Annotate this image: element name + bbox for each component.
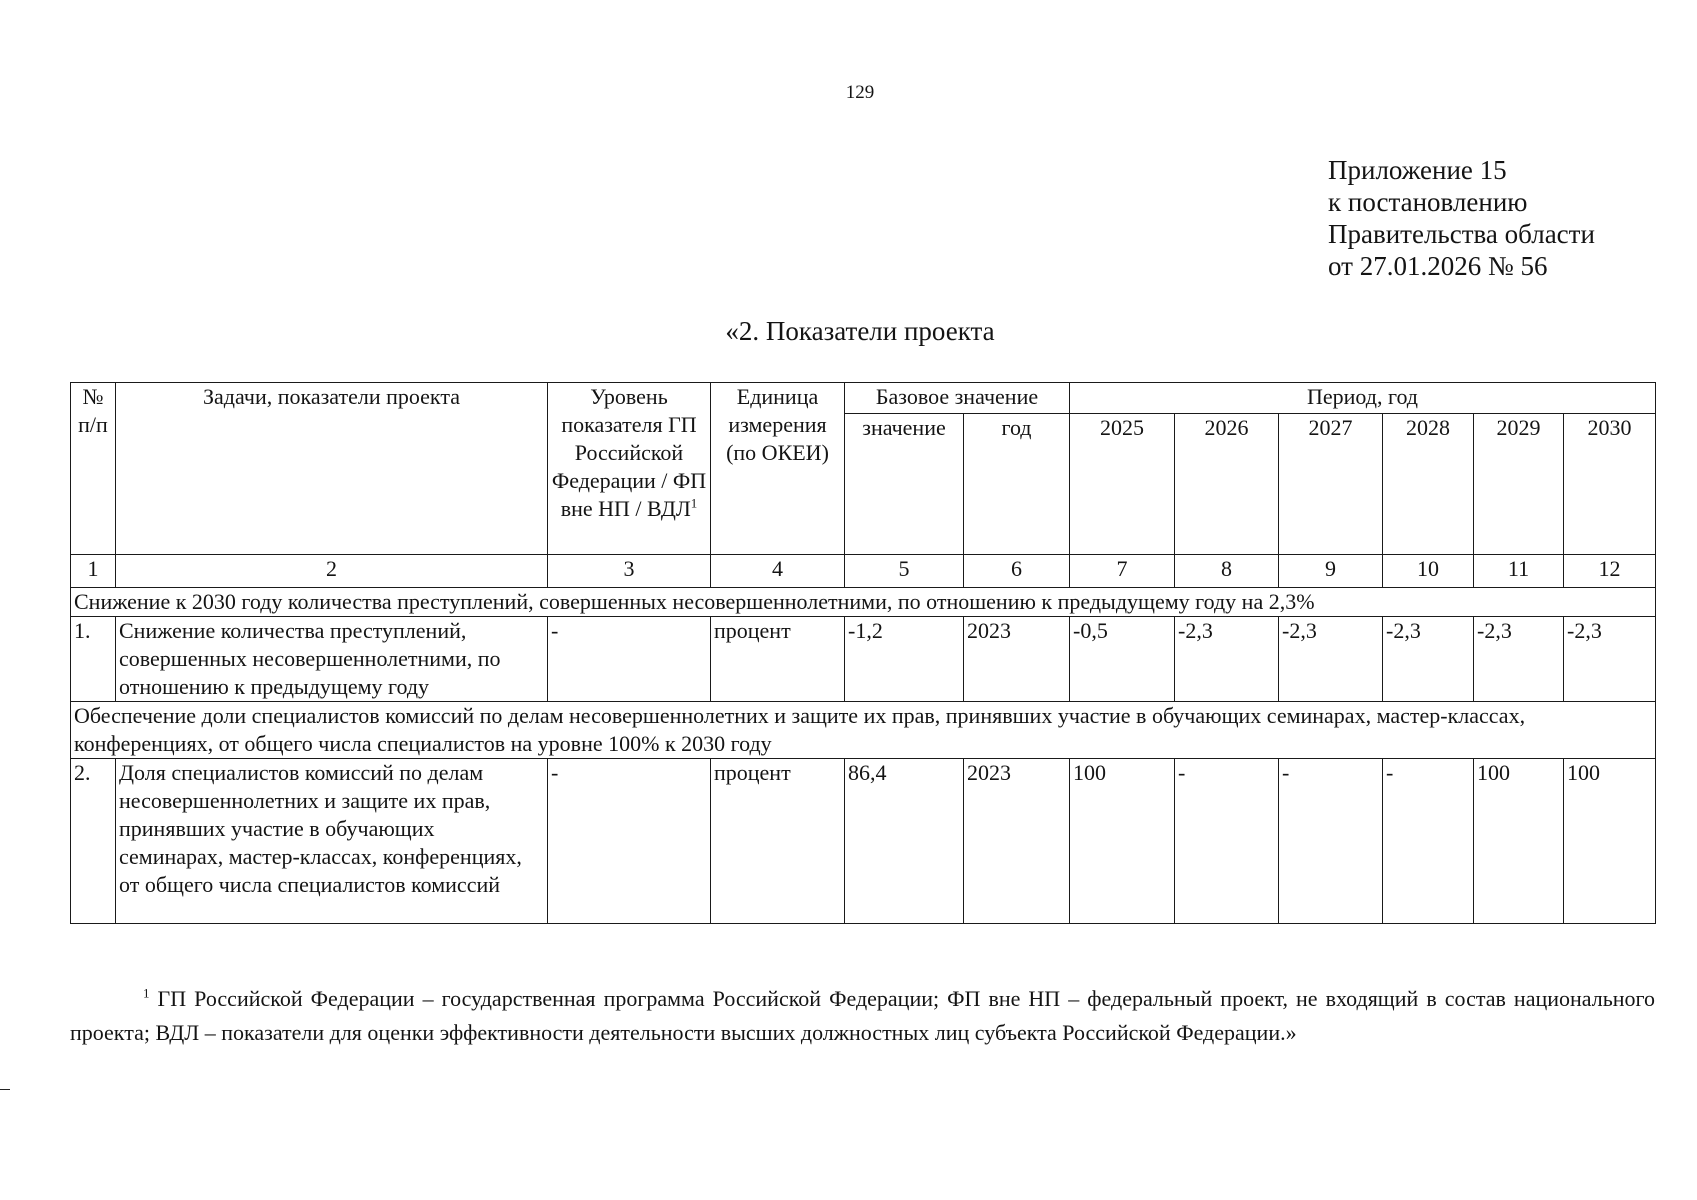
row-value-2028: -2,3	[1383, 617, 1474, 702]
row-unit: процент	[711, 759, 845, 924]
header-year-2027: 2027	[1279, 414, 1383, 555]
section-row-1	[71, 588, 1656, 617]
header-level-text: Уровень показателя ГП Российской Федерации / ФП вне НП / ВДЛ	[551, 384, 707, 521]
row-value-2029: -2,3	[1474, 617, 1564, 702]
column-number: 7	[1070, 555, 1175, 588]
row-level: -	[548, 759, 711, 924]
row-value-2030: 100	[1564, 759, 1656, 924]
appendix-line-3: Правительства области	[1328, 219, 1595, 249]
column-number: 3	[548, 555, 711, 588]
column-number: 5	[845, 555, 964, 588]
column-number: 10	[1383, 555, 1474, 588]
section-row-2	[71, 702, 1656, 759]
row-indicator-name: Доля специалистов комиссий по делам несовершеннолетних и защите их прав, принявших участие в обучающих семинарах, мастер-классах, конференциях, от общего числа специалистов комиссий	[116, 759, 548, 924]
appendix-line-4: от 27.01.2026 № 56	[1328, 251, 1548, 281]
indicators-table	[70, 382, 1656, 924]
table-row	[71, 759, 1656, 924]
header-num: № п/п	[71, 383, 116, 555]
row-value-2030: -2,3	[1564, 617, 1656, 702]
appendix-line-2: к постановлению	[1328, 187, 1528, 217]
header-year-2030: 2030	[1564, 414, 1656, 555]
page-number: 129	[845, 82, 875, 103]
row-value-2029: 100	[1474, 759, 1564, 924]
header-level	[548, 383, 711, 555]
header-base-year: год	[964, 414, 1070, 555]
header-unit: Единица измерения (по ОКЕИ)	[711, 383, 845, 555]
row-value-2028: -	[1383, 759, 1474, 924]
column-number: 6	[964, 555, 1070, 588]
row-value-2026: -	[1175, 759, 1279, 924]
column-number: 8	[1175, 555, 1279, 588]
row-value-2025: 100	[1070, 759, 1175, 924]
column-number: 2	[116, 555, 548, 588]
footnote-marker: 1	[143, 985, 150, 1001]
column-number: 12	[1564, 555, 1656, 588]
row-value-2026: -2,3	[1175, 617, 1279, 702]
row-indicator-name: Снижение количества преступлений, совершенных несовершеннолетними, по отношению к предыдущему году	[116, 617, 548, 702]
table-header-row	[71, 383, 1656, 414]
header-tasks: Задачи, показатели проекта	[116, 383, 548, 555]
column-number: 11	[1474, 555, 1564, 588]
footnote-text: ГП Российской Федерации – государственная программа Российской Федерации; ФП вне НП – федеральный проект, не входящий в состав национального проекта; ВДЛ – показатели для оценки эффективности деятельности высших должностных лиц субъекта Российской Федерации.»	[70, 986, 1655, 1045]
row-base-value: -1,2	[845, 617, 964, 702]
appendix-line-1: Приложение 15	[1328, 155, 1507, 185]
row-base-value: 86,4	[845, 759, 964, 924]
row-value-2027: -	[1279, 759, 1383, 924]
section-title-1: Снижение к 2030 году количества преступлений, совершенных несовершеннолетними, по отношению к предыдущему году на 2,3%	[71, 588, 1656, 617]
header-level-footnote-marker: 1	[690, 495, 698, 511]
header-period: Период, год	[1070, 383, 1656, 414]
header-base: Базовое значение	[845, 383, 1070, 414]
footnote	[70, 982, 1655, 1050]
section-title-2: Обеспечение доли специалистов комиссий по делам несовершеннолетних и защите их прав, принявших участие в обучающих семинарах, мастер-классах, конференциях, от общего числа специалистов на уровне 100% к 2030 году	[71, 702, 1656, 759]
row-unit: процент	[711, 617, 845, 702]
row-level: -	[548, 617, 711, 702]
header-year-2025: 2025	[1070, 414, 1175, 555]
column-number: 9	[1279, 555, 1383, 588]
row-value-2027: -2,3	[1279, 617, 1383, 702]
document-title: «2. Показатели проекта	[725, 316, 995, 346]
row-base-year: 2023	[964, 759, 1070, 924]
row-value-2025: -0,5	[1070, 617, 1175, 702]
column-number: 4	[711, 555, 845, 588]
header-year-2026: 2026	[1175, 414, 1279, 555]
column-numbers-row	[71, 555, 1656, 588]
header-year-2029: 2029	[1474, 414, 1564, 555]
table-row	[71, 617, 1656, 702]
row-num: 1.	[71, 617, 116, 702]
header-base-value: значение	[845, 414, 964, 555]
margin-dash	[0, 1089, 10, 1090]
appendix-block	[1328, 154, 1595, 282]
column-number: 1	[71, 555, 116, 588]
row-num: 2.	[71, 759, 116, 924]
row-base-year: 2023	[964, 617, 1070, 702]
header-year-2028: 2028	[1383, 414, 1474, 555]
